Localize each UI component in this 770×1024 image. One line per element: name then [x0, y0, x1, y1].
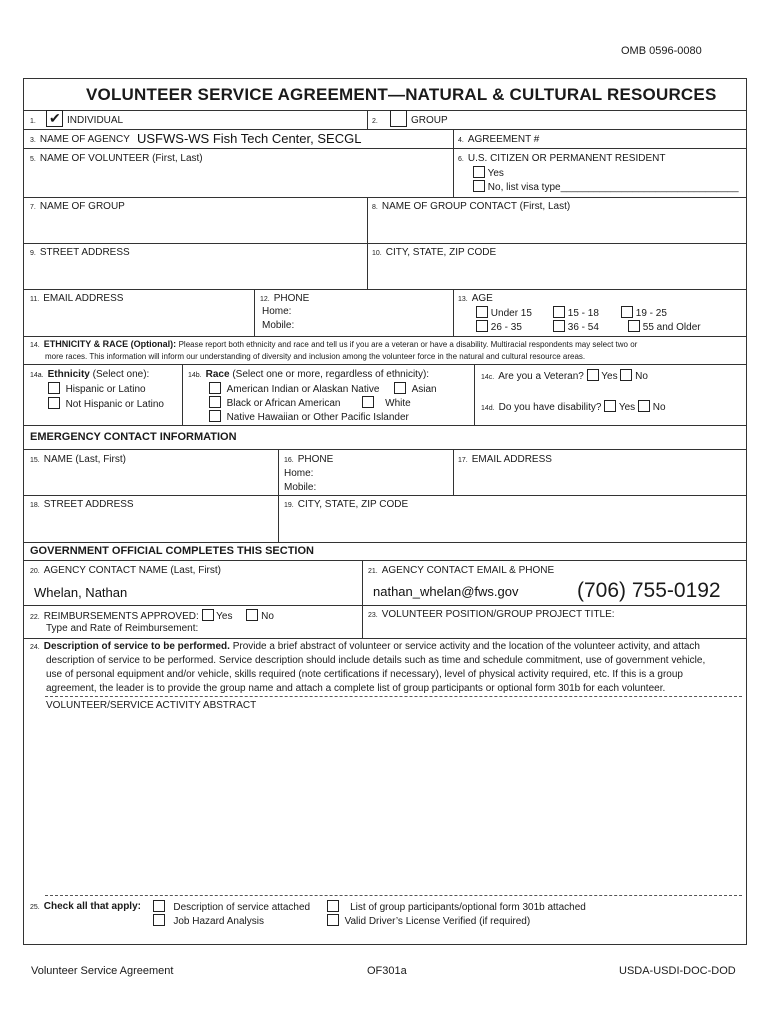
black-checkbox[interactable]	[209, 396, 221, 408]
group-name-label: NAME OF GROUP	[39, 201, 125, 212]
footer-form-number: OF301a	[367, 965, 407, 977]
field-number: 24.	[30, 644, 40, 651]
race-select-hint: (Select one or more, regardless of ethnicity):	[232, 369, 430, 380]
field-number: 13.	[458, 296, 468, 303]
field-number: 17.	[458, 457, 468, 464]
footer-form-name: Volunteer Service Agreement	[31, 965, 174, 977]
description-text: Provide a brief abstract of volunteer or service activity and the location of the volunteer activity, and attach	[232, 641, 700, 652]
field-number: 21.	[368, 568, 378, 575]
race-option-label: White	[385, 398, 411, 409]
veteran-label: Are you a Veteran?	[498, 371, 584, 382]
disability-yes-checkbox[interactable]	[604, 400, 616, 412]
disability-label: Do you have disability?	[498, 402, 602, 413]
age-option-label: 19 - 25	[635, 308, 667, 319]
age-26-35-checkbox[interactable]	[476, 320, 488, 332]
ethnicity-select-hint: (Select one):	[92, 369, 150, 380]
reimbursement-label: REIMBURSEMENTS APPROVED:	[43, 611, 199, 622]
abstract-textarea[interactable]	[45, 713, 742, 893]
ec-phone-label: PHONE	[297, 454, 334, 465]
field-number: 18.	[30, 502, 40, 509]
field-number: 14d.	[481, 405, 495, 412]
ec-street-label: STREET ADDRESS	[43, 499, 134, 510]
agreement-number-label: AGREEMENT #	[467, 134, 540, 145]
email-label: EMAIL ADDRESS	[43, 293, 124, 304]
individual-checkbox[interactable]	[46, 110, 63, 127]
citizen-yes-checkbox[interactable]	[473, 166, 485, 178]
phone-label: PHONE	[273, 293, 310, 304]
veteran-yes-label: Yes	[601, 371, 618, 382]
disability-no-label: No	[652, 402, 666, 413]
field-number: 14c.	[481, 374, 495, 381]
description-attached-checkbox[interactable]	[153, 900, 165, 912]
phone-home-label: Home:	[262, 306, 292, 317]
ec-city-label: CITY, STATE, ZIP CODE	[297, 499, 409, 510]
agency-name-field[interactable]: USFWS-WS Fish Tech Center, SECGL	[137, 131, 362, 146]
disability-no-checkbox[interactable]	[638, 400, 650, 412]
field-number: 3.	[30, 137, 36, 144]
ethnicity-option-label: Hispanic or Latino	[65, 384, 146, 395]
description-text: use of personal equipment and/or vehicle, skills required (note certifications if necessary), level of physical activity required, etc. If this is a group	[46, 669, 683, 680]
age-option-label: 36 - 54	[567, 322, 599, 333]
field-number: 19.	[284, 502, 294, 509]
ec-home-label: Home:	[284, 468, 314, 479]
disability-yes-label: Yes	[618, 402, 636, 413]
citizen-no-checkbox[interactable]	[473, 180, 485, 192]
veteran-no-checkbox[interactable]	[620, 369, 632, 381]
veteran-no-label: No	[635, 371, 648, 382]
field-number: 23.	[368, 612, 378, 619]
age-36-54-checkbox[interactable]	[553, 320, 565, 332]
agency-contact-name-field[interactable]: Whelan, Nathan	[34, 585, 128, 600]
check-option-label: Description of service attached	[173, 902, 311, 913]
description-label: Description of service to be performed.	[43, 641, 230, 652]
group-contact-label: NAME OF GROUP CONTACT (First, Last)	[381, 201, 571, 212]
field-number: 22.	[30, 614, 40, 621]
field-number: 16.	[284, 457, 294, 464]
race-label: Race	[205, 369, 230, 380]
field-number: 4.	[458, 137, 464, 144]
ec-email-label: EMAIL ADDRESS	[471, 454, 552, 465]
check-option-label: Job Hazard Analysis	[173, 916, 264, 927]
field-number: 11.	[30, 296, 40, 303]
check-all-label: Check all that apply:	[43, 901, 141, 912]
field-number: 12.	[260, 296, 270, 303]
field-number: 1.	[30, 118, 36, 125]
ec-name-label: NAME (Last, First)	[43, 454, 126, 465]
reimbursement-yes-checkbox[interactable]	[202, 609, 214, 621]
citizen-label: U.S. CITIZEN OR PERMANENT RESIDENT	[467, 153, 666, 164]
white-checkbox[interactable]	[362, 396, 374, 408]
field-number: 14b.	[188, 372, 202, 379]
individual-label: INDIVIDUAL	[67, 115, 124, 126]
abstract-label: VOLUNTEER/SERVICE ACTIVITY ABSTRACT	[46, 700, 257, 711]
description-text: description of service to be performed. Service description should include details such as time and schedule commitment, use of government vehicle,	[46, 655, 706, 666]
ethnicity-option-label: Not Hispanic or Latino	[65, 399, 164, 410]
field-number: 14a.	[30, 372, 44, 379]
field-number: 14.	[30, 342, 40, 349]
ethnicity-race-label: ETHNICITY & RACE (Optional):	[43, 339, 177, 349]
age-option-label: 26 - 35	[490, 322, 522, 333]
group-checkbox[interactable]	[390, 110, 407, 127]
agency-contact-name-label: AGENCY CONTACT NAME (Last, First)	[43, 565, 221, 576]
age-label: AGE	[471, 293, 493, 304]
emergency-section-heading: EMERGENCY CONTACT INFORMATION	[30, 431, 237, 443]
american-indian-checkbox[interactable]	[209, 382, 221, 394]
age-under15-checkbox[interactable]	[476, 306, 488, 318]
age-option-label: 15 - 18	[567, 308, 599, 319]
reimbursement-no-checkbox[interactable]	[246, 609, 258, 621]
city-state-zip-label: CITY, STATE, ZIP CODE	[385, 247, 497, 258]
participants-list-checkbox[interactable]	[327, 900, 339, 912]
agency-label: NAME OF AGENCY	[39, 134, 130, 145]
volunteer-name-label: NAME OF VOLUNTEER (First, Last)	[39, 153, 203, 164]
job-hazard-checkbox[interactable]	[153, 914, 165, 926]
field-number: 7.	[30, 204, 36, 211]
phone-mobile-label: Mobile:	[262, 320, 295, 331]
footer-agencies: USDA-USDI-DOC-DOD	[619, 965, 736, 977]
position-title-label: VOLUNTEER POSITION/GROUP PROJECT TITLE:	[381, 609, 615, 620]
race-option-label: American Indian or Alaskan Native	[226, 384, 380, 395]
age-option-label: Under 15	[490, 308, 532, 319]
age-option-label: 55 and Older	[642, 322, 701, 333]
ethnicity-instructions-2: more races. This information will inform our understanding of diversity and inclusion among the volunteer force in the natural and cultural resource areas.	[45, 352, 586, 361]
age-19-25-checkbox[interactable]	[621, 306, 633, 318]
government-section-heading: GOVERNMENT OFFICIAL COMPLETES THIS SECTION	[30, 545, 314, 557]
check-option-label: List of group participants/optional form 301b attached	[350, 902, 586, 913]
reimbursement-yes-label: Yes	[216, 611, 233, 622]
form-title: VOLUNTEER SERVICE AGREEMENT—NATURAL & CULTURAL RESOURCES	[86, 85, 717, 104]
field-number: 2.	[372, 118, 378, 125]
asian-checkbox[interactable]	[394, 382, 406, 394]
check-icon: ✔	[49, 110, 61, 126]
field-number: 20.	[30, 568, 40, 575]
street-address-label: STREET ADDRESS	[39, 247, 130, 258]
field-number: 9.	[30, 250, 36, 257]
omb-number: OMB 0596-0080	[621, 45, 702, 57]
hispanic-checkbox[interactable]	[48, 382, 60, 394]
not-hispanic-checkbox[interactable]	[48, 397, 60, 409]
citizen-no-label: No, list visa type________________________________	[487, 182, 739, 193]
race-option-label: Black or African American	[226, 398, 341, 409]
veteran-yes-checkbox[interactable]	[587, 369, 599, 381]
race-option-label: Native Hawaiian or Other Pacific Islander	[226, 412, 409, 423]
ethnicity-instructions: Please report both ethnicity and race and tell us if you are a veteran or have a disability. Multiracial respondents may select two or	[178, 340, 638, 349]
race-option-label: Asian	[411, 384, 437, 395]
check-option-label: Valid Driver’s License Verified (if required)	[344, 916, 531, 927]
field-number: 10.	[372, 250, 382, 257]
reimbursement-no-label: No	[261, 611, 274, 622]
drivers-license-checkbox[interactable]	[327, 914, 339, 926]
field-number: 15.	[30, 457, 40, 464]
field-number: 8.	[372, 204, 378, 211]
agency-contact-phone-field[interactable]: (706) 755-0192	[577, 579, 721, 602]
citizen-yes-label: Yes	[487, 168, 504, 179]
agency-contact-email-label: AGENCY CONTACT EMAIL & PHONE	[381, 565, 555, 576]
ec-mobile-label: Mobile:	[284, 482, 317, 493]
pacific-islander-checkbox[interactable]	[209, 410, 221, 422]
ethnicity-label: Ethnicity	[47, 369, 90, 380]
field-number: 25.	[30, 904, 40, 911]
group-label: GROUP	[411, 115, 448, 126]
age-55-older-checkbox[interactable]	[628, 320, 640, 332]
field-number: 6.	[458, 156, 464, 163]
field-number: 5.	[30, 156, 36, 163]
agency-contact-email-field[interactable]: nathan_whelan@fws.gov	[373, 584, 519, 599]
age-15-18-checkbox[interactable]	[553, 306, 565, 318]
description-text: agreement, the leader is to provide the group name and attach a complete list of group participants or optional form 301b for each volunteer.	[46, 683, 666, 694]
reimbursement-rate-label: Type and Rate of Reimbursement:	[46, 623, 199, 634]
